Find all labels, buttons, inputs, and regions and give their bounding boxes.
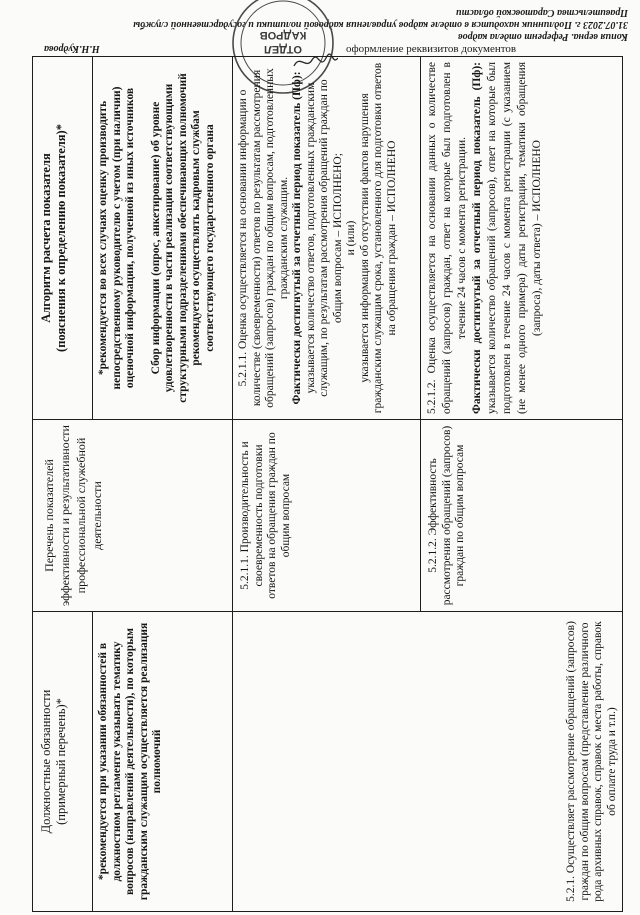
algorithm-fact-text-5-2-1-2: указывается количество обращений (запросов), ответ на которые был подготовлен в течение 24 часов с момента регистрации (с указанием (не менее одного примера) даты регистрации, тематики обращения (запроса), даты ответа) – ИСПОЛНЕНО: [486, 62, 543, 414]
algorithm-fact-label-5-2-1-2: Фактически достигнутый за отчетный период показатель (Пф):: [471, 62, 483, 414]
algorithm-fact-5-2-1-1: [291, 62, 345, 414]
header-algorithm: [33, 56, 93, 419]
header-duties: [33, 611, 93, 911]
indicator-text-5-2-1-1: 5.2.1.1. Производительность и своевременность подготовки ответов на обращения граждан по общим вопросам: [239, 432, 292, 599]
algorithm-alt-text-5-2-1-1: указывается информация об отсутствии фактов нарушения гражданским служащим срока, установленного для подготовки ответов на обращения граждан – ИСПОЛНЕНО: [358, 62, 398, 414]
indicators-table-wrapper: [32, 56, 623, 912]
header-indicators-title: Перечень показателей эффективности и результативности профессиональной служебной деятельности: [42, 425, 104, 606]
header-algorithm-title: Алгоритм расчета показателя: [39, 153, 53, 323]
algorithm-fact-text-5-2-1-1: указывается количество ответов, подготовленных гражданским служащим, по результатам рассмотрения обращений граждан по общим вопросам – ИСПОЛНЕНО;: [304, 79, 344, 397]
duty-cell-5-2-1: [233, 611, 623, 911]
algorithm-cell-5-2-1-2: [421, 56, 623, 419]
note-duties-text: *рекомендуется при указании обязанностей в должностном регламенте указывать тематику вопросов (направлений деятельности), по которым гражданским служащим осуществляется реализация полномочий: [97, 622, 163, 901]
signature-name: Н.Н.Кудрова: [44, 43, 100, 54]
algorithm-intro-5-2-1-2: 5.2.1.2. Оценка осуществляется на основании данных о количестве обращений (запросов) граждан, ответ на которые был подготовлен в течение 24 часов с момента регистрации.: [426, 62, 468, 414]
header-algorithm-subtitle: (пояснения к определению показателя)*: [54, 124, 68, 352]
certification-line-3: Правительства Саратовской области: [455, 7, 628, 18]
indicator-cell-5-2-1-1: [233, 419, 421, 611]
algorithm-intro-5-2-1-1: 5.2.1.1. Оценка осуществляется на основании информации о количестве (своевременности) ответов по результатам рассмотрения обращений (запросов) граждан по общим вопросам, подготовленных гражданским служащим.: [237, 68, 290, 408]
continuation-fragment: оформление реквизитов документов: [346, 43, 517, 55]
algorithm-fact-5-2-1-2: [470, 62, 545, 414]
certification-line-1: Копия верна. Референт отдела кадров: [458, 31, 628, 42]
algorithm-fact-label-5-2-1-1: Фактически достигнутый за отчетный период показатель (Пф):: [291, 71, 303, 405]
certification-line-2: 31.07.2023 г. Подлинник находится в отделе кадров управления кадровой политики и государственной службы: [133, 19, 628, 30]
note-algorithm: [93, 56, 233, 419]
header-indicators: [33, 419, 233, 611]
stamp-text-line-1: ОТДЕЛ: [264, 43, 302, 55]
header-duties-title: Должностные обязанности: [39, 689, 53, 834]
indicators-table: [32, 56, 623, 912]
algorithm-connector-5-2-1-1: и (или): [345, 220, 357, 256]
header-duties-subtitle: (примерный перечень)*: [54, 698, 68, 825]
note-algorithm-text-2: Сбор информации (опрос, анкетирование) об уровне удовлетворенности в части реализации соответствующими структурными подразделениями обеспечивающих полномочий рекомендуется осуществлять кадровым службам соответствующего государственного органа: [149, 73, 216, 403]
algorithm-cell-5-2-1-1: [233, 56, 421, 419]
indicator-text-5-2-1-2: 5.2.1.2. Эффективность рассмотрения обращений (запросов) граждан по общим вопросам: [427, 425, 466, 606]
duty-text-5-2-1: 5.2.1. Осуществляет рассмотрение обращений (запросов) граждан по общим вопросам (представление различного рода архивных справок, справок с места работы, справок об оплате труда и т.п.): [565, 621, 618, 902]
stamp-text-line-2: КАДРОВ: [259, 29, 307, 41]
note-duties: [93, 611, 233, 911]
indicator-cell-5-2-1-2: [421, 419, 623, 611]
note-algorithm-text-1: *рекомендуется во всех случаях оценку производить непосредственному руководителю с учетом (при наличии) оценочной информации, полученной из иных источников: [97, 86, 136, 390]
